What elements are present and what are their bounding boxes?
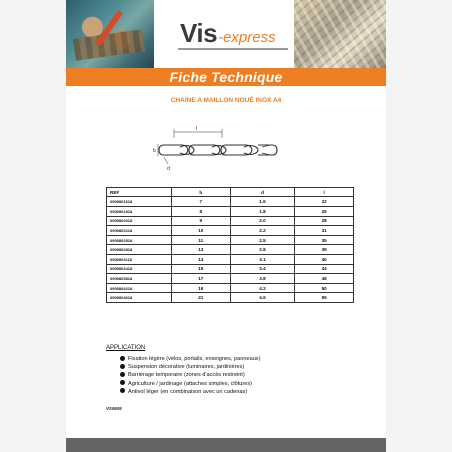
bullet-icon: [120, 372, 125, 377]
chain-end-open: [262, 145, 270, 155]
specs-table: [106, 187, 354, 303]
cell-l: 44: [295, 264, 354, 274]
dimension-pointer-d: [164, 157, 168, 164]
cell-b: 7: [172, 197, 231, 207]
table-row: [107, 206, 354, 216]
header: [66, 0, 386, 68]
cell-b: 15: [172, 264, 231, 274]
chain-link-4: [258, 145, 277, 155]
cell-l: 31: [295, 226, 354, 236]
cell-l: 46: [295, 274, 354, 284]
brand-name: Vis: [180, 18, 218, 48]
cell-d: 2.2: [230, 226, 295, 236]
cell-d: 3.4: [230, 264, 295, 274]
cell-d: 3.1: [230, 254, 295, 264]
cell-ref: 0905801818: [107, 206, 172, 216]
dimension-label-l: l: [196, 126, 198, 132]
logo-underline: [178, 48, 288, 50]
application-list: [120, 355, 260, 396]
cell-l: 55: [295, 293, 354, 303]
dimension-label-d: d: [167, 166, 170, 172]
table-row: [107, 264, 354, 274]
cell-ref: 0905803118: [107, 254, 172, 264]
bullet-icon: [120, 364, 125, 369]
cell-ref: 0905801618: [107, 197, 172, 207]
cell-l: 28: [295, 216, 354, 226]
table-row: [107, 293, 354, 303]
cell-b: 13: [172, 245, 231, 255]
table-row: [107, 197, 354, 207]
technical-sheet: [66, 0, 386, 452]
list-item: [120, 355, 260, 363]
cell-l: 39: [295, 245, 354, 255]
photo-tray-shape: [73, 29, 145, 61]
list-item: [120, 371, 260, 379]
application-title: APPLICATION: [106, 345, 146, 351]
table-header-row: [107, 188, 354, 197]
cell-d: 1.6: [230, 197, 295, 207]
header-b: b: [172, 188, 231, 197]
cell-b: 21: [172, 293, 231, 303]
cell-b: 19: [172, 283, 231, 293]
dimension-label-b: b: [153, 148, 156, 154]
table-row: [107, 274, 354, 284]
list-item-text: Barriérage temporaire (zones d'accès restreint): [128, 372, 245, 379]
list-item: [120, 363, 260, 371]
bullet-icon: [120, 356, 125, 361]
bullet-icon: [120, 388, 125, 393]
list-item-text: Suspension décorative (luminaires, jardinières): [128, 364, 245, 371]
cell-b: 11: [172, 235, 231, 245]
cell-ref: 0905802018: [107, 216, 172, 226]
cell-b: 14: [172, 254, 231, 264]
document-code: VS0609: [106, 406, 122, 411]
chain-diagram: [152, 124, 302, 174]
title-banner: [66, 68, 386, 86]
table-row: [107, 216, 354, 226]
list-item: [120, 380, 260, 388]
list-item: [120, 388, 260, 396]
header-l: l: [295, 188, 354, 197]
cell-ref: 0905804618: [107, 293, 172, 303]
cell-d: 2.0: [230, 216, 295, 226]
banner-title: Fiche Technique: [169, 69, 283, 85]
product-title: CHAINE A MAILLON NOUÉ INOX A4: [170, 97, 282, 104]
cell-ref: 0905803818: [107, 274, 172, 284]
header-photo-tools: [66, 0, 154, 68]
header-photo-screws: [294, 0, 386, 68]
cell-b: 8: [172, 206, 231, 216]
brand-logo: [180, 18, 276, 49]
cell-ref: 0905802518: [107, 235, 172, 245]
cell-ref: 0905804218: [107, 283, 172, 293]
cell-ref: 0905802818: [107, 245, 172, 255]
cell-l: 40: [295, 254, 354, 264]
table-row: [107, 235, 354, 245]
cell-d: 4.2: [230, 283, 295, 293]
cell-ref: 0905802218: [107, 226, 172, 236]
cell-b: 17: [172, 274, 231, 284]
cell-ref: 0905803418: [107, 264, 172, 274]
cell-d: 3.8: [230, 274, 295, 284]
cell-l: 22: [295, 197, 354, 207]
cell-b: 10: [172, 226, 231, 236]
header-d: d: [230, 188, 295, 197]
cell-l: 50: [295, 283, 354, 293]
header-ref: REF: [107, 188, 172, 197]
cell-d: 2.8: [230, 245, 295, 255]
list-item-text: Fixation légère (vélos, portails, enseignes, panneaux): [128, 356, 261, 362]
cell-l: 25: [295, 206, 354, 216]
cell-d: 1.8: [230, 206, 295, 216]
brand-suffix: -express: [218, 29, 276, 46]
list-item-text: Antivol léger (en combinaison avec un cadenas): [128, 388, 248, 395]
cell-b: 9: [172, 216, 231, 226]
chain-link-1: [159, 145, 188, 155]
cell-d: 2.5: [230, 235, 295, 245]
table-row: [107, 283, 354, 293]
table-row: [107, 245, 354, 255]
list-item-text: Agriculture / jardinage (attaches simples, clôtures): [128, 380, 253, 387]
cell-l: 35: [295, 235, 354, 245]
cell-d: 4.6: [230, 293, 295, 303]
bullet-icon: [120, 380, 125, 385]
table-row: [107, 254, 354, 264]
table-row: [107, 226, 354, 236]
footer-bar: [66, 438, 386, 452]
